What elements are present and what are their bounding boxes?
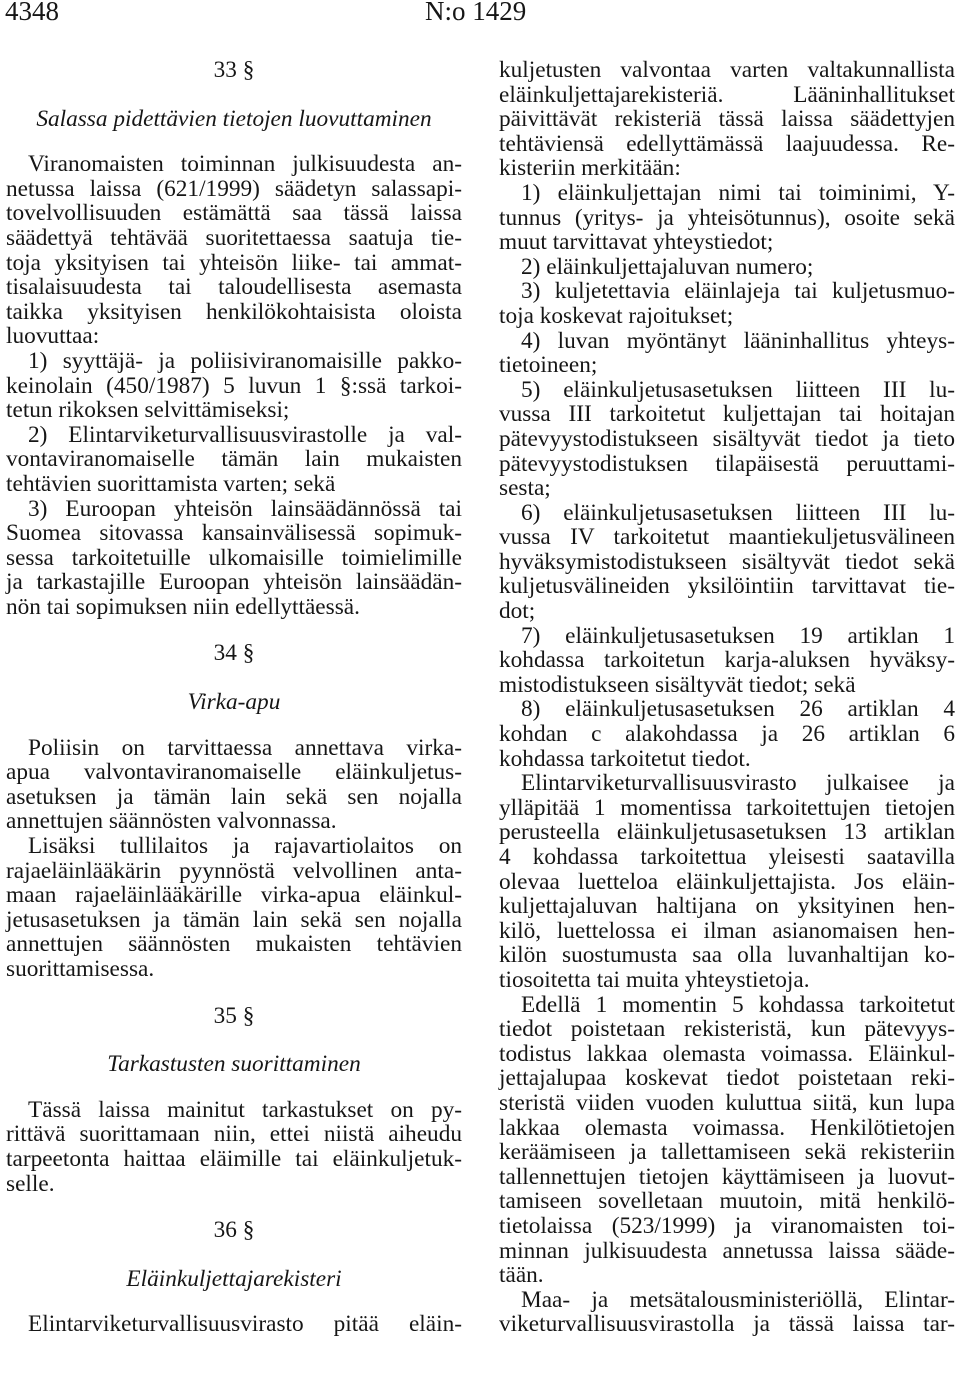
spacer bbox=[6, 1243, 462, 1267]
text-line: kohdan c alakohdassa ja 26 artiklan 6 bbox=[499, 721, 955, 748]
text-line: tisalaisuudesta tai taloudellisesta asemasta bbox=[6, 274, 462, 301]
text-line: kuljetusvälineiden yksilöintiin tarvittavat tie- bbox=[499, 573, 955, 600]
text-line: tehtävien suorittamista varten; sekä bbox=[6, 470, 336, 497]
text-line: 4) luvan myöntänyt lääninhallitus yhteys- bbox=[521, 327, 955, 354]
text-line: minnan julkisuudesta annetussa laissa sääde- bbox=[499, 1237, 955, 1264]
text-line: kuljetusten valvontaa varten valtakunnallista bbox=[499, 57, 955, 83]
section-title: Virka-apu bbox=[187, 689, 281, 716]
spacer bbox=[6, 666, 462, 690]
section-number: 33 § bbox=[213, 57, 255, 83]
text-line: rajaeläinlääkärin pyynnöstä velvollinen anta- bbox=[6, 857, 462, 884]
text-line: Edellä 1 momentin 5 kohdassa tarkoitetut bbox=[521, 991, 955, 1018]
text-line: tehtäviensä edellyttämässä laajuudessa. Re- bbox=[499, 130, 955, 157]
right-column bbox=[499, 58, 955, 1337]
text-line: steristä viiden vuoden kuluttua siitä, kun lupa bbox=[499, 1089, 955, 1116]
text-line: jetusasetuksen ja tämän lain sekä sen nojalla bbox=[6, 906, 462, 933]
text-line: kohdassa tarkoitetun karja-aluksen hyväksy- bbox=[499, 647, 955, 674]
text-line: 7) eläinkuljetusasetuksen 19 artiklan 1 bbox=[521, 622, 955, 649]
section-number: 36 § bbox=[213, 1217, 255, 1244]
text-line: Viranomaisten toiminnan julkisuudesta an- bbox=[28, 151, 462, 178]
text-line: tiedot poistetaan rekisteristä, kun pätevyys- bbox=[499, 1016, 955, 1043]
text-line: jettajalupaa koskevat tiedot poistetaan reki- bbox=[499, 1065, 955, 1092]
text-line: Elintarviketurvallisuusvirasto pitää eläin- bbox=[28, 1311, 462, 1338]
text-line: tallennettujen tietojen käyttämiseen ja luovut- bbox=[499, 1163, 955, 1190]
text-line: netussa laissa (621/1999) säädetyn salassapi- bbox=[6, 175, 462, 202]
text-line: tarpeetonta haittaa eläimille tai eläinkuljetuk- bbox=[6, 1145, 462, 1172]
section-title: Tarkastusten suorittaminen bbox=[107, 1051, 361, 1078]
spacer bbox=[6, 982, 462, 1004]
text-line: asetuksen ja tämän lain sekä sen nojalla bbox=[6, 783, 462, 810]
text-line: maan rajaeläinlääkärille virka-apua eläinkul- bbox=[6, 882, 462, 909]
text-line: nön tai sopimuksen niin edellyttäessä. bbox=[6, 593, 360, 620]
text-line: 5) eläinkuljetusasetuksen liitteen III lu- bbox=[521, 376, 955, 403]
text-line: vussa IV tarkoitetut maantiekuljetusvälineen bbox=[499, 524, 955, 551]
text-line: mistodistukseen sisältyvät tiedot; sekä bbox=[499, 671, 856, 698]
text-line: Lisäksi tullilaitos ja rajavartiolaitos on bbox=[28, 833, 462, 860]
left-column bbox=[6, 58, 462, 1337]
issue-number: N:o 1429 bbox=[425, 0, 527, 26]
text-line: kisteriin merkitään: bbox=[499, 155, 681, 182]
text-line: annettujen säännösten mukaisten tehtävien bbox=[6, 931, 462, 958]
text-line: ylläpitää 1 momentissa tarkoitettujen tietojen bbox=[499, 794, 955, 821]
spacer bbox=[6, 1028, 462, 1052]
spacer bbox=[6, 715, 462, 736]
text-line: luovuttaa: bbox=[6, 323, 100, 350]
text-line: keinolain (450/1987) 5 luvun 1 §:ssä tarkoi- bbox=[6, 372, 462, 399]
text-line: keräämiseen ja tallettamiseen sekä rekisteriin bbox=[499, 1139, 955, 1166]
spacer bbox=[6, 83, 462, 107]
text-line: annettujen säännösten valvonnassa. bbox=[6, 808, 337, 835]
page-header bbox=[0, 0, 960, 36]
text-line: dot; bbox=[499, 598, 536, 625]
spacer bbox=[6, 1077, 462, 1098]
text-line: perusteella eläinkuljetusasetuksen 13 artiklan bbox=[499, 819, 955, 846]
text-line: 3) Euroopan yhteisön lainsäädännössä tai bbox=[28, 495, 462, 522]
text-line: lakkaa olemasta voimassa. Henkilötietojen bbox=[499, 1114, 955, 1141]
spacer bbox=[6, 131, 462, 152]
text-line: suorittamisessa. bbox=[6, 956, 155, 982]
text-line: olevaa luetteloa eläinkuljettajista. Jos eläin- bbox=[499, 868, 955, 895]
text-line: tamiseen sovelletaan muutoin, mitä henkilö- bbox=[499, 1188, 955, 1215]
text-line: kohdassa tarkoitetut tiedot. bbox=[499, 745, 751, 772]
text-line: hyväksymistodistukseen sisältyvät tiedot sekä bbox=[499, 548, 955, 575]
text-line: muut tarvittavat yhteystiedot; bbox=[499, 229, 774, 256]
text-line: 8) eläinkuljetusasetuksen 26 artiklan 4 bbox=[521, 696, 955, 723]
text-line: toja koskevat rajoitukset; bbox=[499, 302, 734, 329]
text-line: tietolaissa (523/1999) ja viranomaisten toi- bbox=[499, 1212, 955, 1239]
text-line: kuljettajaluvan haltijana on yksityinen hen- bbox=[499, 893, 955, 920]
text-line: 6) eläinkuljetusasetuksen liitteen III lu- bbox=[521, 499, 955, 526]
text-line: rittävä suorittamaan niin, ettei niistä aiheudu bbox=[6, 1121, 462, 1148]
text-line: 1) eläinkuljettajan nimi tai toiminimi, Y- bbox=[521, 179, 955, 206]
text-line: säädettyä tehtävää suoritettaessa saatuja tie- bbox=[6, 224, 462, 251]
text-line: vontaviranomaiselle tämän lain mukaisten bbox=[6, 446, 462, 473]
text-line: toja yksityisen tai yhteisön liike- tai ammat- bbox=[6, 249, 462, 276]
text-line: vussa III tarkoitetut kuljettajan tai hoitajan bbox=[499, 401, 955, 428]
text-line: pätevyystodistukseen sisältyvät tiedot ja tieto bbox=[499, 425, 955, 452]
page-number: 4348 bbox=[5, 0, 59, 26]
text-line: tetun rikoksen selvittämiseksi; bbox=[6, 397, 290, 424]
text-line: Poliisin on tarvittaessa annettava virka- bbox=[28, 734, 462, 761]
text-line: 3) kuljetettavia eläinlajeja tai kuljetusmuo- bbox=[521, 278, 955, 305]
text-line: tunnus (yritys- ja yhteisötunnus), osoite sekä bbox=[499, 204, 955, 231]
text-line: kilön suostumusta saa olla luvanhaltijan ko- bbox=[499, 942, 955, 969]
text-line: kilö, luettelossa ei ilman asianomaisen hen- bbox=[499, 917, 955, 944]
text-line: selle. bbox=[6, 1170, 55, 1197]
spacer bbox=[6, 1196, 462, 1218]
text-line: tään. bbox=[499, 1262, 544, 1289]
section-title: Salassa pidettävien tietojen luovuttaminen bbox=[36, 105, 432, 132]
text-line: todistus lakkaa olemasta voimassa. Eläinkul- bbox=[499, 1040, 955, 1067]
text-line: ja tarkastajille Euroopan yhteisön lainsäädän- bbox=[6, 569, 462, 596]
text-line: apua valvontaviranomaiselle eläinkuljetus- bbox=[6, 759, 462, 786]
text-line: Elintarviketurvallisuusvirasto julkaisee ja bbox=[521, 770, 955, 797]
text-line: pätevyystodistuksen tilapäisestä peruuttami- bbox=[499, 450, 955, 477]
text-line: Suomea sitovassa kansainvälisessä sopimuk- bbox=[6, 520, 462, 547]
text-line: Tässä laissa mainitut tarkastukset on py- bbox=[28, 1096, 462, 1123]
section-number: 35 § bbox=[213, 1002, 255, 1029]
text-line: tiosoitetta tai muita yhteystietoja. bbox=[499, 966, 810, 993]
text-line: 2) eläinkuljettajaluvan numero; bbox=[521, 253, 814, 280]
text-line: 2) Elintarviketurvallisuusvirastolle ja val- bbox=[28, 421, 462, 448]
text-line: viketurvallisuusvirastolla ja tässä laissa tar- bbox=[499, 1311, 955, 1338]
text-line: päivittävät rekisteriä tässä laissa säädettyjen bbox=[499, 106, 955, 133]
text-line: Maa- ja metsätalousministeriöllä, Elintar- bbox=[521, 1286, 955, 1313]
text-line: 4 kohdassa tarkoitettua yleisesti saatavilla bbox=[499, 844, 955, 870]
spacer bbox=[6, 619, 462, 641]
text-line: 1) syyttäjä- ja poliisiviranomaisille pakko- bbox=[28, 347, 462, 374]
spacer bbox=[6, 1291, 462, 1312]
text-line: sesta; bbox=[499, 475, 551, 502]
text-line: eläinkuljettajarekisteriä. Lääninhallitukset bbox=[499, 81, 955, 108]
text-line: sessa tarkoitetuille ulkomaisille toimielimille bbox=[6, 544, 462, 571]
text-line: tietoineen; bbox=[499, 352, 598, 379]
section-title: Eläinkuljettajarekisteri bbox=[126, 1265, 342, 1292]
text-line: taikka yksityisen henkilökohtaisista oloista bbox=[6, 298, 462, 325]
text-line: tovelvollisuuden estämättä saa tässä laissa bbox=[6, 200, 462, 227]
section-number: 34 § bbox=[213, 640, 255, 667]
